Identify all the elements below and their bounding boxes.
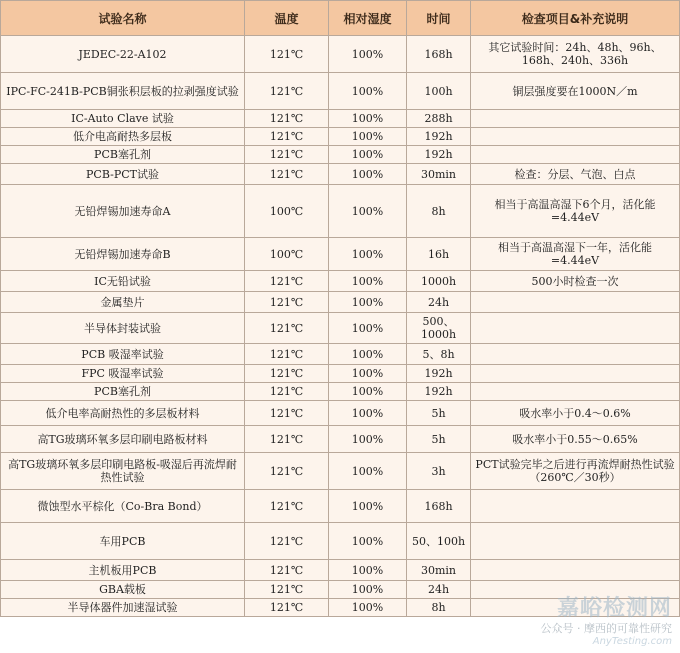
cell-time: 24h [407, 292, 471, 313]
cell-temperature: 121℃ [245, 523, 329, 560]
table-row [1, 313, 680, 344]
cell-temperature: 121℃ [245, 36, 329, 73]
table-row [1, 581, 680, 599]
cell-note: 检查：分层、气泡、白点 [471, 164, 680, 185]
table-row [1, 453, 680, 490]
cell-test-name: GBA载板 [1, 581, 245, 599]
table-row [1, 73, 680, 110]
cell-time: 8h [407, 185, 471, 238]
cell-test-name: 低介电高耐热多层板 [1, 128, 245, 146]
cell-note: 吸水率小于0.55～0.65% [471, 426, 680, 453]
cell-temperature: 121℃ [245, 73, 329, 110]
cell-humidity: 100% [329, 365, 407, 383]
cell-humidity: 100% [329, 185, 407, 238]
cell-temperature: 100℃ [245, 238, 329, 271]
cell-time: 3h [407, 453, 471, 490]
cell-time: 288h [407, 110, 471, 128]
cell-note [471, 128, 680, 146]
cell-humidity: 100% [329, 490, 407, 523]
cell-test-name: 微蚀型水平棕化（Co-Bra Bond） [1, 490, 245, 523]
cell-humidity: 100% [329, 453, 407, 490]
cell-humidity: 100% [329, 292, 407, 313]
table-row [1, 292, 680, 313]
cell-humidity: 100% [329, 164, 407, 185]
header-humidity: 相对湿度 [329, 1, 407, 36]
cell-note [471, 560, 680, 581]
cell-test-name: 半导体器件加速湿试验 [1, 599, 245, 617]
cell-test-name: 车用PCB [1, 523, 245, 560]
cell-temperature: 121℃ [245, 560, 329, 581]
header-test-name: 试验名称 [1, 1, 245, 36]
cell-humidity: 100% [329, 383, 407, 401]
cell-temperature: 121℃ [245, 401, 329, 426]
cell-time: 30min [407, 560, 471, 581]
cell-time: 500、1000h [407, 313, 471, 344]
cell-test-name: IC无铅试验 [1, 271, 245, 292]
cell-note: 其它试验时间：24h、48h、96h、168h、240h、336h [471, 36, 680, 73]
cell-temperature: 121℃ [245, 599, 329, 617]
table-row [1, 560, 680, 581]
cell-time: 192h [407, 383, 471, 401]
cell-humidity: 100% [329, 599, 407, 617]
cell-test-name: PCB塞孔剂 [1, 383, 245, 401]
cell-temperature: 121℃ [245, 453, 329, 490]
cell-test-name: 金属垫片 [1, 292, 245, 313]
cell-note [471, 110, 680, 128]
table-row [1, 523, 680, 560]
cell-temperature: 121℃ [245, 164, 329, 185]
cell-time: 192h [407, 146, 471, 164]
header-time: 时间 [407, 1, 471, 36]
cell-temperature: 121℃ [245, 313, 329, 344]
cell-time: 1000h [407, 271, 471, 292]
cell-test-name: 低介电率高耐热性的多层板材料 [1, 401, 245, 426]
cell-note [471, 599, 680, 617]
cell-temperature: 121℃ [245, 128, 329, 146]
table-row [1, 365, 680, 383]
header-row [1, 1, 680, 36]
cell-time: 168h [407, 490, 471, 523]
cell-humidity: 100% [329, 110, 407, 128]
cell-humidity: 100% [329, 73, 407, 110]
cell-note: PCT试验完毕之后进行再流焊耐热性试验（260℃／30秒） [471, 453, 680, 490]
cell-time: 30min [407, 164, 471, 185]
table-row [1, 344, 680, 365]
cell-test-name: JEDEC-22-A102 [1, 36, 245, 73]
cell-time: 5h [407, 426, 471, 453]
cell-note: 吸水率小于0.4～0.6% [471, 401, 680, 426]
table-row [1, 110, 680, 128]
cell-humidity: 100% [329, 401, 407, 426]
cell-test-name: IC-Auto Clave 试验 [1, 110, 245, 128]
cell-temperature: 121℃ [245, 581, 329, 599]
header-temperature: 温度 [245, 1, 329, 36]
cell-note [471, 344, 680, 365]
cell-note: 铜层强度要在1000N／m [471, 73, 680, 110]
cell-test-name: 高TG玻璃环氧多层印刷电路板-吸湿后再流焊耐热性试验 [1, 453, 245, 490]
cell-test-name: IPC-FC-241B-PCB铜张积层板的拉剥强度试验 [1, 73, 245, 110]
cell-temperature: 121℃ [245, 383, 329, 401]
cell-temperature: 100℃ [245, 185, 329, 238]
cell-time: 5h [407, 401, 471, 426]
table-row [1, 383, 680, 401]
cell-humidity: 100% [329, 128, 407, 146]
table-row [1, 426, 680, 453]
cell-note: 相当于高温高湿下6个月，活化能=4.44eV [471, 185, 680, 238]
table-row [1, 146, 680, 164]
table-row [1, 599, 680, 617]
cell-note [471, 146, 680, 164]
cell-humidity: 100% [329, 313, 407, 344]
watermark-account: 公众号 · 摩西的可靠性研究 [540, 622, 672, 635]
cell-note [471, 313, 680, 344]
cell-time: 16h [407, 238, 471, 271]
cell-test-name: 无铅焊锡加速寿命A [1, 185, 245, 238]
cell-temperature: 121℃ [245, 426, 329, 453]
cell-temperature: 121℃ [245, 365, 329, 383]
table-row [1, 271, 680, 292]
cell-humidity: 100% [329, 238, 407, 271]
cell-time: 100h [407, 73, 471, 110]
cell-humidity: 100% [329, 146, 407, 164]
cell-note: 相当于高温高湿下一年，活化能=4.44eV [471, 238, 680, 271]
cell-temperature: 121℃ [245, 490, 329, 523]
cell-note [471, 383, 680, 401]
table-row [1, 185, 680, 238]
cell-note [471, 490, 680, 523]
cell-temperature: 121℃ [245, 271, 329, 292]
cell-temperature: 121℃ [245, 292, 329, 313]
cell-time: 168h [407, 36, 471, 73]
cell-time: 50、100h [407, 523, 471, 560]
cell-humidity: 100% [329, 523, 407, 560]
cell-test-name: PCB-PCT试验 [1, 164, 245, 185]
table-row [1, 238, 680, 271]
cell-test-name: 半导体封装试验 [1, 313, 245, 344]
table-row [1, 164, 680, 185]
watermark-site: 嘉峪检测网 [556, 596, 672, 621]
table-row [1, 401, 680, 426]
cell-note [471, 365, 680, 383]
table-row [1, 490, 680, 523]
watermark-url: AnyTesting.com [592, 636, 672, 647]
cell-humidity: 100% [329, 271, 407, 292]
cell-humidity: 100% [329, 581, 407, 599]
cell-note [471, 523, 680, 560]
cell-humidity: 100% [329, 426, 407, 453]
cell-temperature: 121℃ [245, 110, 329, 128]
cell-test-name: 高TG玻璃环氧多层印刷电路板材料 [1, 426, 245, 453]
header-notes: 检查项目&补充说明 [471, 1, 680, 36]
cell-test-name: FPC 吸湿率试验 [1, 365, 245, 383]
cell-test-name: 无铅焊锡加速寿命B [1, 238, 245, 271]
cell-time: 24h [407, 581, 471, 599]
table-row [1, 36, 680, 73]
cell-note [471, 292, 680, 313]
cell-temperature: 121℃ [245, 344, 329, 365]
cell-time: 192h [407, 365, 471, 383]
cell-test-name: PCB 吸湿率试验 [1, 344, 245, 365]
table-row [1, 128, 680, 146]
cell-test-name: PCB塞孔剂 [1, 146, 245, 164]
cell-time: 192h [407, 128, 471, 146]
cell-humidity: 100% [329, 344, 407, 365]
cell-humidity: 100% [329, 560, 407, 581]
cell-time: 5、8h [407, 344, 471, 365]
cell-temperature: 121℃ [245, 146, 329, 164]
cell-note [471, 581, 680, 599]
cell-note: 500小时检查一次 [471, 271, 680, 292]
cell-humidity: 100% [329, 36, 407, 73]
cell-time: 8h [407, 599, 471, 617]
cell-test-name: 主机板用PCB [1, 560, 245, 581]
